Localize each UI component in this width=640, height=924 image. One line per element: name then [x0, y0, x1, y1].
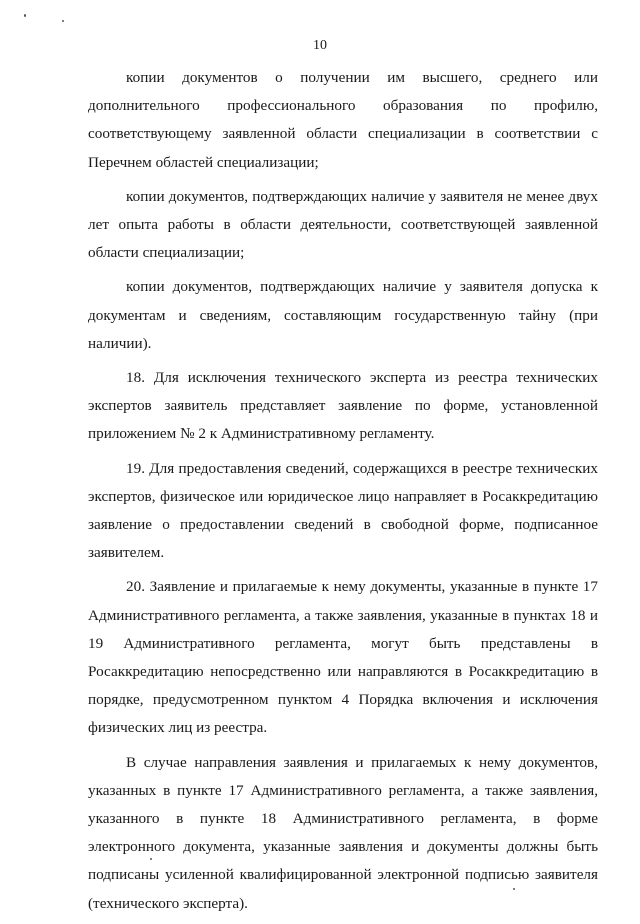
paragraph-electronic-submission: В случае направления заявления и прилагаемых к нему документов, указанных в пункте 17 Административного регламента, а также заявления, указанного в пункте 18 Административного регламента, в форме электронного документа, указанные заявления и документы должны быть подписаны усиленной квалифицированной электронной подписью заявителя (технического эксперта). — [88, 753, 598, 912]
scan-speck — [24, 14, 26, 17]
paragraph-item-20: 20. Заявление и прилагаемые к нему документы, указанные в пункте 17 Административного регламента, а также заявления, указанные в пунктах 18 и 19 Административного регламента, могут быть представлены в Росаккредитацию непосредственно или направляются в Росаккредитацию в порядке, предусмотренном пунктом 4 Порядка включения и исключения физических лиц из реестра. — [88, 578, 598, 737]
paragraph-education-copies: копии документов о получении им высшего, среднего или дополнительного профессионального образования по профилю, соответствующему заявленной области специализации в соответствии с Перечнем областей специализации; — [88, 69, 598, 171]
paragraph-item-19: 19. Для предоставления сведений, содержащихся в реестре технических экспертов, физическое или юридическое лицо направляет в Росаккредитацию заявление о предоставлении сведений в свободной форме, подписанное заявителем. — [88, 459, 598, 562]
scan-speck — [62, 20, 64, 22]
paragraph-experience-copies: копии документов, подтверждающих наличие у заявителя не менее двух лет опыта работы в области деятельности, соответствующей заявленной области специализации; — [88, 187, 598, 262]
paragraph-item-18: 18. Для исключения технического эксперта из реестра технических экспертов заявитель представляет заявление по форме, установленной приложением № 2 к Административному регламенту. — [88, 369, 598, 443]
paragraph-clearance-copies: копии документов, подтверждающих наличие у заявителя допуска к документам и сведениям, составляющим государственную тайну (при наличии). — [88, 278, 598, 352]
page-number: 10 — [313, 38, 327, 53]
scan-speck — [513, 888, 515, 890]
document-body — [88, 64, 598, 924]
scan-speck — [150, 858, 152, 860]
